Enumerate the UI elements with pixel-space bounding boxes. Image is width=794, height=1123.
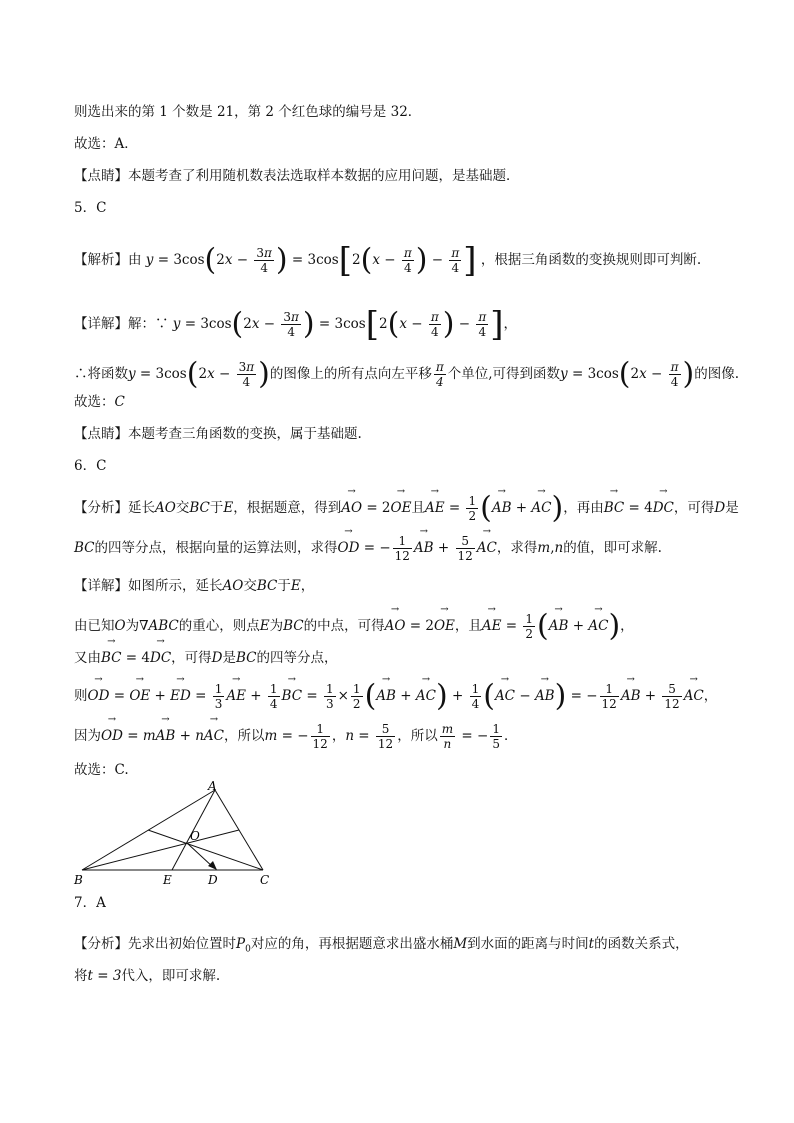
q7-a1-tail: 的函数关系式， xyxy=(594,936,689,952)
q6-d5-mid3: ，所以 xyxy=(397,728,438,744)
triangle-figure xyxy=(60,780,290,890)
q7-a1-mid2: 到水面的距离与时间 xyxy=(467,936,589,952)
q6-analysis-line1: 【分析】延长AO交BC于E，根据题意，得到→ AO = 2→ OE且→ AE = $\frac{1}{2}$ (→ AB + → AC)，再由→ BC = 4→ DC，可得D是 xyxy=(74,494,739,523)
q6-a2-mid2: ，求得 xyxy=(496,540,538,556)
q6-d3-pre: 又由 xyxy=(74,650,101,666)
q5-shift-mid2: 个单位,可得到函数 xyxy=(447,366,561,382)
q7-a2-eq: t = 3 xyxy=(87,968,122,984)
q6-analysis-line2: BC的四等分点，根据向量的运算法则，求得→ OD = − $\frac{1}{12}$ → AB + $\frac{5}{12}$ → AC，求得m,n的值，即可求解. xyxy=(74,534,662,563)
q4-result-line: 则选出来的第 1 个数是 21，第 2 个红色球的编号是 32． xyxy=(74,104,422,120)
label-D: D xyxy=(208,873,218,887)
q6-d2-tail: ， xyxy=(620,618,634,634)
q6-a1-mid3: ，根据题意，得到 xyxy=(233,500,342,516)
q6-a2-tail: 的值，即可求解. xyxy=(563,540,662,556)
q6-d2-mid5: ，且 xyxy=(454,618,482,634)
q6-a1-tail: 是 xyxy=(725,500,739,516)
label-E: E xyxy=(163,873,172,887)
q6-d1-tail: ， xyxy=(300,578,315,594)
median-from-B xyxy=(82,830,239,870)
q5-analysis: 【解析】由 y = 3cos(2x − $\frac{3\pi}{4}$ ) = 3cos[2(x − $\frac{\pi}{4}$ ) − $\frac{\pi}{4}$ ] ，根据三角函数的变换规则即可判断. xyxy=(74,240,702,281)
q6-d2-mid3: 为 xyxy=(269,618,284,634)
median-from-C xyxy=(148,830,263,870)
q7-a1-mid1: 对应的角，再根据题意求出盛水桶 xyxy=(250,936,454,952)
q6-d1-mid1: 交 xyxy=(243,578,257,594)
q6-a1-tag: 【分析】延长 xyxy=(74,500,155,516)
q7-analysis-line1: 【分析】先求出初始位置时$P_0$对应的角，再根据题意求出盛水桶M到水面的距离与时间t的函数关系式， xyxy=(74,936,689,955)
q6-d3-mid1: ，可得 xyxy=(171,650,212,666)
q5-answer-letter: C xyxy=(114,394,125,410)
q5-shift-mid: 的图像上的所有点向左平移 xyxy=(269,366,432,382)
label-C: C xyxy=(260,873,270,887)
q5-comment: 【点睛】本题考查三角函数的变换，属于基础题. xyxy=(74,426,362,442)
q7-a2-pre: 将 xyxy=(74,968,88,984)
q6-d2-pre: 由已知 xyxy=(74,618,115,634)
q5-shift: ∴将函数y = 3cos(2x − $\frac{3\pi}{4}$ )的图像上的所有点向左平移 $\frac{\pi}{4}$ 个单位,可得到函数y = 3cos(2x − $\frac{\pi}{4}$ )的图像. xyxy=(74,356,740,392)
q6-d2-mid4: 的中点，可得 xyxy=(303,618,385,634)
q7-a1-tag: 【分析】先求出初始位置时 xyxy=(74,936,236,952)
label-B: B xyxy=(74,873,83,887)
label-O: O xyxy=(190,829,200,843)
q5-shift-tail: 的图像. xyxy=(694,366,740,382)
q4-answer: 故选：A． xyxy=(74,136,138,152)
q5-analysis-tag: 【解析】由 xyxy=(74,252,142,268)
q6-a2-mid1: 的四等分点，根据向量的运算法则，求得 xyxy=(94,540,338,556)
q6-d5-pre: 因为 xyxy=(74,728,101,744)
q5-detail: 【详解】解：∵ y = 3cos(2x − $\frac{3\pi}{4}$ ) = 3cos[2(x − $\frac{\pi}{4}$ ) − $\frac{\pi}{4}$ ]， xyxy=(74,304,518,345)
q6-a1-mid1: 交 xyxy=(175,500,190,516)
q6-a1-mid4: 且 xyxy=(411,500,425,516)
q6-a1-mid2: 于 xyxy=(209,500,224,516)
arrowhead-icon xyxy=(208,861,217,870)
q6-d1-mid2: 于 xyxy=(277,578,291,594)
q5-heading: 5．C xyxy=(74,200,107,216)
q6-heading: 6．C xyxy=(74,458,107,474)
q6-d2-mid1: 为∇ xyxy=(125,618,149,634)
label-A: A xyxy=(208,780,217,793)
q4-comment: 【点睛】本题考查了利用随机数表法选取样本数据的应用问题，是基础题． xyxy=(74,168,520,184)
q6-a1-mid5: ，再由 xyxy=(563,500,604,516)
q6-d1-tag: 【详解】如图所示，延长 xyxy=(74,578,223,594)
q6-d3-mid2: 是 xyxy=(222,650,236,666)
q6-d5-tail: ． xyxy=(503,728,518,744)
q6-answer: 故选：C. xyxy=(74,762,129,778)
q7-heading: 7．A xyxy=(74,895,106,911)
q6-d3-tail: 的四等分点， xyxy=(256,650,338,666)
q5-analysis-tail: ，根据三角函数的变换规则即可判断. xyxy=(480,252,702,268)
q6-d4-pre: 则 xyxy=(74,688,88,704)
q6-a1-mid6: ，可得 xyxy=(673,500,715,516)
q6-detail-line1: 【详解】如图所示，延长AO交BC于E， xyxy=(74,578,315,594)
q6-detail-line3: 又由→ BC = 4→ DC，可得D是BC的四等分点， xyxy=(74,648,338,668)
q5-shift-pre: ∴将函数 xyxy=(74,366,128,382)
q7-a2-tail: 代入，即可求解. xyxy=(121,968,221,984)
q6-d5-mid2: ， xyxy=(331,728,346,744)
q6-d2-mid2: 的重心，则点 xyxy=(178,618,260,634)
q6-d5-mid1: ，所以 xyxy=(224,728,265,744)
q6-detail-line2: 由已知O为∇ABC的重心，则点E为BC的中点，可得→ AO = 2→ OE，且→ AE = $\frac{1}{2}$ (→ AB + → AC)， xyxy=(74,612,634,641)
q5-detail-tag: 【详解】解：∵ xyxy=(74,316,169,332)
q5-answer-label: 故选： xyxy=(74,394,115,410)
q6-detail-line4: 则→ OD = → OE + → ED = $\frac{1}{3}$ → AE + $\frac{1}{4}$ → BC = $\frac{1}{3}$ × $\frac{1}{2}$ (→ AB + → AC) + $\frac{1}{4}$ (→ AC − → AB) = − $\frac{1}{12}$ → AB + $\frac{5}{12}$ → AC， xyxy=(74,682,717,711)
q7-analysis-line2 xyxy=(74,966,220,986)
q5-answer xyxy=(74,392,125,412)
q6-detail-line5: 因为→ OD = m→ AB + n→ AC，所以m = − $\frac{1}{12}$ ，n = $\frac{5}{12}$ ，所以 $\frac{m}{n}$ = − $\frac{1}{5}$ ． xyxy=(74,722,517,751)
q5-detail-tail: ， xyxy=(503,316,518,332)
